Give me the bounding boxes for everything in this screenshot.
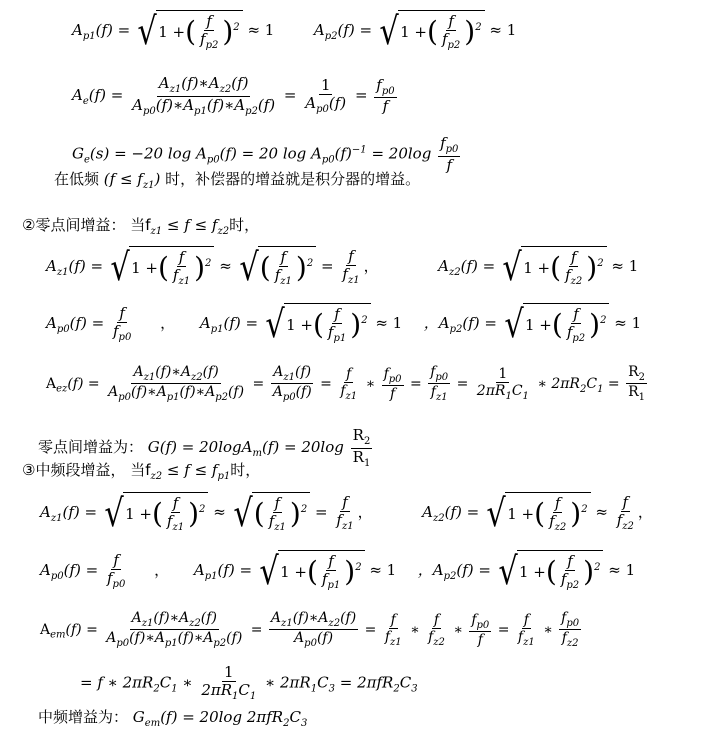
eq-ap1-ap2: $A_{p1}(f)$ = √ 1 + ( $\frac{f}{f_{p2}}$ ) 2 ≈ 1 $A_{p2}(f)$ = √ 1 + ( $\frac{f}{f_{p2}}$ ) 2 ≈ 1 [72,8,517,53]
eq-aem-result: = f ∗ $2\pi R_2C_1$ ∗ $\frac{1}{2\pi R_1C_1}$ ∗ $2\pi R_1C_3 = 2\pi fR_2C_3$ [80,663,418,703]
eq-aem: $A_{em}(f)$ = $\frac{A_{z1}(f)∗A_{z2}(f)}{A_{p0}(f)∗A_{p1}(f)∗A_{p2}(f)}$ = $\frac{A_{z1}(f)∗A_{z2}(f)}{A_{p0}(f)}$ = $\frac{f}{f_{z1}}$ ∗ $\frac{f}{f_{z2}}$ ∗ $\frac{f_{p0}}{f}$ = $\frac{f}{f_{z1}}$ ∗ $\frac{f_{p0}}{f_{z2}}$ [40,610,580,650]
text-zero-gain-result: 零点间增益为： G(f) = 20logA$_m$(f) = 20log $\frac{R_2}{R_1}$ [38,426,371,469]
text-low-freq: 在低频 $(f \le f_{z1})$ 时，补偿器的增益就是积分器的增益。 [54,170,421,191]
eq-ap0-ap1-ap2-mid: $A_{p0}(f)$ = $\frac{f}{f_{p0}}$ ， $A_{p1}(f)$ = √ 1 + ( $\frac{f}{f_{p1}}$ ) 2 ≈ 1 ，$A_{p2}(f)$ = √ 1 + ( $\frac{f}{f_{p2}}$ ) 2 ≈ 1 [40,548,636,593]
sqrt-ap2: √ 1 + ( $\frac{f}{f_{p2}}$ ) 2 [377,10,485,52]
eq-az1-az2: $A_{z1}(f)$ = √ 1 + ( $\frac{f}{f_{z1}}$ ) 2 ≈ √ ( $\frac{f}{f_{z1}}$ ) 2 = $\frac{f}{f_{z1}}$ ， $A_{z2}(f)$ = √ 1 + ( $\frac{f}{f_{z2}}$ ) 2 ≈ 1 [46,244,639,289]
text-mid-gain-result: 中频增益为： $G_{em}(f) = 20\log$ $2\pi fR_2C_3$ [38,708,308,729]
heading-mid-gain: ③中频段增益， 当$f_{z2} \le f \le f_{p1}$时， [22,461,261,482]
eq-ge: $G_e(s) = -20$ $\log A_{p0}(f) = 20$ $\log A_{p0}(f)^{-1} = 20\log$ $\frac{f_{p0}}{f}$ [72,134,459,174]
sqrt-ap1: √ 1 + ( $\frac{f}{f_{p2}}$ ) 2 [135,10,243,52]
heading-zero-gain: ②零点间增益： 当$f_{z1} \le f \le f_{z2}$时， [22,216,260,237]
eq-ae: $A_e(f)$ = $\frac{A_{z1}(f)∗A_{z2}(f)}{A_{p0}(f)∗A_{p1}(f)∗A_{p2}(f)}$ = $\frac{1}{A_{p0}(f)}$ = $\frac{f_{p0}}{f}$ [72,74,395,117]
eq-aez: $A_{ez}(f)$ = $\frac{A_{z1}(f)∗A_{z2}(f)}{A_{p0}(f)∗A_{p1}(f)∗A_{p2}(f)}$ = $\frac{A_{z1}(f)}{A_{p0}(f)}$ = $\frac{f}{f_{z1}}$ ∗ $\frac{f_{p0}}{f}$ = $\frac{f_{p0}}{f_{z1}}$ = $\frac{1}{2\pi R_1C_1}$ ∗ $2\pi R_2C_1$ = $\frac{R_2}{R_1}$ [46,364,646,404]
eq-az1-az2-mid: $A_{z1}(f)$ = √ 1 + ( $\frac{f}{f_{z1}}$ ) 2 ≈ √ ( $\frac{f}{f_{z1}}$ ) 2 = $\frac{f}{f_{z1}}$ ， $A_{z2}(f)$ = √ 1 + ( $\frac{f}{f_{z2}}$ ) 2 ≈ $\frac{f}{f_{z2}}$ ， [40,490,653,535]
eq-ap0-ap1-ap2: $A_{p0}(f)$ = $\frac{f}{f_{p0}}$ ， $A_{p1}(f)$ = √ 1 + ( $\frac{f}{f_{p1}}$ ) 2 ≈ 1 ，$A_{p2}(f)$ = √ 1 + ( $\frac{f}{f_{p2}}$ ) 2 ≈ 1 [46,301,642,346]
